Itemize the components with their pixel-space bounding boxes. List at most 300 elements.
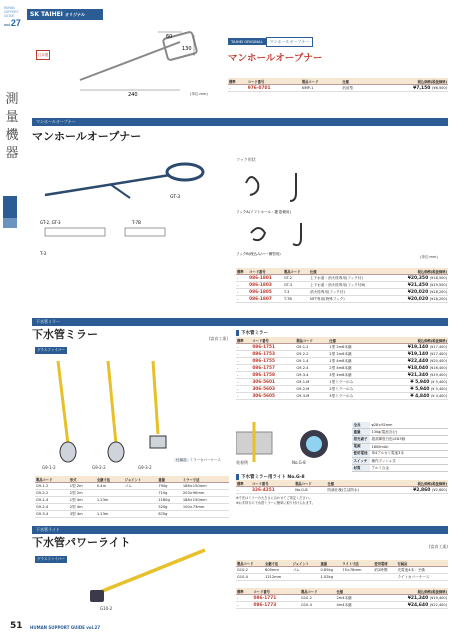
price: ¥20,020 (407, 296, 429, 302)
cell: 2型 4m (69, 504, 96, 511)
th: 全継寸法 (264, 560, 292, 567)
cell: 超高輝度白色LED3個 (370, 436, 448, 443)
section-title: マンホールオープナー (32, 130, 142, 143)
cell: 4m4本継 (335, 602, 368, 609)
cell: 203×90mm (182, 490, 229, 497)
table-row (236, 365, 448, 372)
cell: 870g (157, 511, 182, 518)
volume-number (4, 18, 21, 28)
brand-name: SK TAIHEI (30, 11, 63, 18)
cell: - (236, 602, 253, 609)
cell: 1型 2m6本継 (328, 344, 374, 351)
price: ¥18,040 (407, 365, 429, 371)
cell: 520g (157, 504, 182, 511)
cell: 790g (157, 483, 182, 490)
cell: アルミ合金 (370, 465, 448, 472)
cell: G9-1-2 (35, 483, 69, 490)
cell: 1型ミラーのみ (328, 379, 374, 386)
product-code[interactable]: 086-1753 (251, 351, 295, 358)
category-kanji: 機 (5, 128, 19, 143)
top-product-title: マンホールオープナー (228, 53, 323, 64)
price-ex-tax: (¥6,500) (432, 85, 447, 90)
product-code[interactable]: 086-1771 (253, 595, 300, 602)
mirror-price-table (236, 337, 448, 400)
cell: - (228, 85, 247, 92)
cell: 1.23m (96, 511, 124, 518)
table-row (236, 393, 448, 400)
cell: 2型 2m (69, 490, 96, 497)
mirror-product-image (38, 356, 208, 466)
power-light-spec-table (236, 560, 448, 581)
cell: G9-1-2 (295, 344, 328, 351)
cell: 発光素子 (352, 436, 370, 443)
price: ¥2,860 (413, 487, 431, 493)
category-kanji: 器 (5, 146, 19, 161)
cell: - (236, 296, 248, 303)
cell: NMP-1 (301, 85, 341, 92)
table-row (236, 296, 448, 303)
cell: - (236, 595, 253, 602)
price: ¥21,340 (407, 595, 429, 601)
cell: 使用電池 (352, 450, 370, 457)
cell (341, 574, 373, 581)
cell: 710g (157, 490, 182, 497)
table-row (236, 358, 448, 365)
table-row (236, 282, 448, 289)
price-cell (385, 487, 448, 494)
light-price-block (236, 474, 448, 505)
price-cell (369, 602, 448, 609)
light-title: 下水管ミラー用ライト No.G-8 (236, 474, 448, 480)
price: ¥21,450 (407, 282, 429, 288)
price-cell (390, 289, 448, 296)
table-row (236, 386, 448, 393)
mirror-price-block (236, 330, 448, 400)
cell: 1160g (157, 497, 182, 504)
page-number: 51 (10, 621, 23, 631)
price-cell (369, 85, 448, 92)
price-cell (374, 393, 448, 400)
cell: - (236, 282, 248, 289)
price-ex-tax: (¥16,400) (429, 365, 447, 370)
cell: G9-2-M (295, 386, 328, 393)
section-header: 下水管ミラー (32, 318, 448, 326)
price-ex-tax: (¥20,400) (429, 358, 447, 363)
cell: - (236, 358, 251, 365)
table-row (352, 436, 448, 443)
th: 製品コード (294, 480, 326, 487)
cell: 単4アルカリ電池3本 (370, 450, 448, 457)
t3-label: T-3 (40, 251, 47, 256)
price-cell (369, 595, 448, 602)
g91-label: G9-1-2 (42, 465, 56, 470)
table-row (352, 450, 448, 457)
cell: 上下水道・消火栓専用(フック付B) (309, 282, 390, 289)
cell: 1212mm (264, 574, 292, 581)
g92-label: G9-2-2 (92, 465, 106, 470)
th: コード番号 (248, 268, 283, 275)
price-ex-tax: (¥18,200) (429, 296, 447, 301)
footer-guide: HUMAN SUPPORT GUIDE vol.27 (30, 625, 101, 630)
guide-label (4, 6, 22, 18)
mirror-spec-table (35, 476, 229, 518)
price-cell (390, 275, 448, 282)
cell: G9-2-4 (35, 504, 69, 511)
th: ライト寸法 (341, 560, 373, 567)
price: ¥20,350 (407, 275, 429, 281)
table-row (236, 574, 448, 581)
product-code[interactable]: 086-1801 (248, 275, 283, 282)
cell: 1800mAh (370, 443, 448, 450)
cell (124, 497, 158, 504)
price-cell (374, 386, 448, 393)
th: 税込価格(税抜価格) (369, 78, 448, 85)
th: 仕様 (341, 78, 369, 85)
cell: 約2時間 (373, 567, 396, 574)
product-code[interactable]: 086-1755 (251, 358, 295, 365)
th: 製品コード (283, 268, 309, 275)
th: 製品コード (35, 476, 69, 483)
th: 標準 (236, 337, 251, 344)
price: ¥ 5,940 (410, 386, 430, 392)
cell: G9-1-4 (295, 358, 328, 365)
cell: ライトカバーケース (396, 574, 448, 581)
cell: NTT専用(特殊フック) (309, 296, 390, 303)
gt3-label: GT-3 (170, 195, 181, 200)
opener-price-table (236, 268, 448, 303)
cell: 3型ミラーのみ (328, 393, 374, 400)
brand-sub: オリジナル (65, 12, 85, 17)
table-row (228, 85, 448, 92)
cell: 188×150mm (182, 483, 229, 490)
cell: ゴム (124, 483, 158, 490)
product-code[interactable]: 306-5605 (251, 393, 295, 400)
cell: T-7B (283, 296, 309, 303)
cell: - (236, 393, 251, 400)
th: コード番号 (251, 480, 294, 487)
price-cell (374, 379, 448, 386)
th: 重量 (157, 476, 182, 483)
cell: G9-3-4 (295, 372, 328, 379)
price-cell (374, 372, 448, 379)
note: ※お手持ちの下水管ミラーに簡単に取り付けられます。 (236, 501, 315, 505)
th: 税込価格(税抜価格) (369, 588, 448, 595)
price-ex-tax: (¥18,200) (429, 289, 447, 294)
table-row (236, 595, 448, 602)
price: ¥24,640 (407, 602, 429, 608)
cell: 電源 (352, 443, 370, 450)
table-row (35, 490, 229, 497)
product-code[interactable]: 306-5601 (251, 379, 295, 386)
cell: - (236, 372, 251, 379)
acc-value: ミラーカバーケース (189, 458, 221, 462)
cell: GT-3 (283, 282, 309, 289)
top-price-table (228, 78, 448, 92)
price: ¥7,150 (413, 85, 431, 91)
g8-label: No.G-8 (292, 460, 306, 465)
price-cell (390, 296, 448, 303)
cell: G9-2-2 (295, 351, 328, 358)
power-light-image (90, 546, 220, 606)
th: ミラー寸法 (182, 476, 229, 483)
cell: 3型 4m8本継 (328, 372, 374, 379)
price-ex-tax: (¥18,500) (429, 275, 447, 280)
price-ex-tax: (¥ 4,400) (430, 393, 447, 398)
th: 製品コード (236, 560, 264, 567)
price-ex-tax: (¥17,400) (429, 344, 447, 349)
light-example-image (236, 422, 336, 472)
th: 付属品 (396, 560, 448, 567)
power-light-price-table (236, 588, 448, 609)
category-kanji: 測 (5, 92, 19, 107)
product-code[interactable]: 086-1805 (248, 289, 283, 296)
sub-title: 下水管ミラー (236, 330, 448, 336)
cell: G9-2-2 (35, 490, 69, 497)
top-product-panel (228, 37, 448, 105)
cell: 605mm (264, 567, 292, 574)
hook-title: フック形状 (236, 157, 256, 162)
cell: T-3 (283, 289, 309, 296)
original-tag: TAIHEI ORIGINAL (228, 38, 266, 45)
section-title: 下水管パワーライト (32, 536, 131, 549)
example-label: 装着例 (236, 460, 248, 465)
cell: G9-3-4 (35, 511, 69, 518)
vol-number: 27 (10, 18, 21, 28)
product-code[interactable]: 086-1773 (253, 602, 300, 609)
th: 使用電球 (373, 560, 396, 567)
cell: - (236, 275, 248, 282)
cell: - (236, 289, 248, 296)
cell: 2型 2m6本継 (328, 351, 374, 358)
th: コード番号 (251, 337, 295, 344)
table-row (236, 487, 448, 494)
price-ex-tax: (¥ 5,400) (430, 379, 447, 384)
hook2-label: フックB(埋込み/ハー横型用) (236, 252, 281, 256)
th: 標準 (228, 78, 247, 85)
table-row (35, 511, 229, 518)
th: 仕様 (328, 337, 374, 344)
cell: φ28×92mm (370, 422, 448, 429)
price-cell (374, 358, 448, 365)
cell: G9-3-M (295, 393, 328, 400)
maker-label: (富真工業) (428, 544, 448, 549)
th: 製品コード (300, 588, 336, 595)
cell: - (236, 365, 251, 372)
cell (96, 504, 124, 511)
cell: 消火栓専用(フック付) (309, 289, 390, 296)
th: 重量 (320, 560, 342, 567)
cell: - (236, 487, 251, 494)
price-cell (374, 351, 448, 358)
price: ¥19,140 (407, 351, 429, 357)
acc-label: 付属品 (176, 458, 187, 462)
cell: - (236, 386, 251, 393)
g93-label: G9-3-2 (138, 465, 152, 470)
section-title: 下水管ミラー (32, 328, 98, 341)
cell: - (236, 379, 251, 386)
section-tab-secondary[interactable] (3, 218, 17, 228)
section-manhole-opener (32, 118, 448, 144)
cell (124, 511, 158, 518)
dim-length: 240 (128, 92, 138, 98)
table-row (35, 483, 229, 490)
cell: G10-4 (300, 602, 336, 609)
price: ¥20,020 (407, 289, 429, 295)
cell: - (236, 351, 251, 358)
category-kanji: 量 (5, 110, 19, 125)
product-code[interactable]: 326-4251 (251, 487, 294, 494)
price-ex-tax: (¥19,400) (429, 595, 447, 600)
cell: 188×150mm (182, 497, 229, 504)
cell: 1型 4m (69, 497, 96, 504)
cell: 2型ミラーのみ (328, 386, 374, 393)
hook-diagram (236, 163, 346, 258)
th: 税込価格(税抜価格) (374, 337, 448, 344)
th: ジョイント (124, 476, 158, 483)
cell: 130g(電池含む) (370, 429, 448, 436)
table-row (236, 275, 448, 282)
product-code[interactable]: 976-0701 (247, 85, 301, 92)
table-row (35, 497, 229, 504)
brand-logo (27, 9, 103, 20)
cell: 材質 (352, 465, 370, 472)
price-ex-tax: (¥22,400) (429, 602, 447, 607)
guide-line1: HUMAN (4, 6, 15, 10)
cell: ゴム (292, 567, 320, 574)
unit-label: (単位:mm) (420, 255, 438, 259)
th: コード番号 (253, 588, 300, 595)
hook1-label: フックA(ソフトホール・鍵 掛兼用) (236, 210, 291, 214)
price-cell (374, 344, 448, 351)
section-header: マンホールオープナー (32, 118, 448, 126)
price: ¥21,340 (407, 372, 429, 378)
product-code[interactable]: 086-1803 (248, 282, 283, 289)
unit-label: (単位:mm) (190, 92, 208, 96)
cell: 2m4本継 (335, 595, 368, 602)
th: コード番号 (247, 78, 301, 85)
table-row (236, 289, 448, 296)
light-spec-table (352, 422, 448, 472)
cell: 1.02kg (320, 574, 342, 581)
th: ジョイント (292, 560, 320, 567)
cell: 1.23m (96, 497, 124, 504)
cell: 75×78mm (341, 567, 373, 574)
opener-diagram (70, 30, 200, 100)
table-row (352, 422, 448, 429)
material-badge: グラスファイバー (37, 348, 65, 352)
product-tag: マンホールオープナー (266, 37, 314, 47)
cell: G9-1-M (295, 379, 328, 386)
table-row (236, 372, 448, 379)
material-badge: グラスファイバー (37, 557, 65, 561)
price: ¥ 4,840 (410, 393, 430, 399)
section-tab[interactable] (3, 196, 17, 218)
th: 全継寸法 (96, 476, 124, 483)
cell: 重量 (352, 429, 370, 436)
price: ¥ 5,940 (410, 379, 430, 385)
cell: 操作プッシュ式 (370, 457, 448, 464)
opener-product-image (40, 150, 230, 260)
product-code[interactable]: 086-1758 (251, 372, 295, 379)
made-in-japan-badge: 日本製 (36, 50, 50, 60)
cell (182, 511, 229, 518)
cell: 2型 4m8本継 (328, 365, 374, 372)
th: 標準 (236, 480, 251, 487)
table-row (236, 344, 448, 351)
dim-width: 60 (166, 34, 173, 40)
cell: G9-2-4 (295, 365, 328, 372)
product-code[interactable]: 306-5603 (251, 386, 295, 393)
th: 製品コード (301, 78, 341, 85)
cell: G10-2 (236, 567, 264, 574)
cell: 1型 2m (69, 483, 96, 490)
th: 仕様 (309, 268, 390, 275)
cell: 3型 4m (69, 511, 96, 518)
left-sidebar (0, 0, 22, 644)
product-code[interactable]: 086-1807 (248, 296, 283, 303)
table-row (236, 351, 448, 358)
cell: G10-4 (236, 574, 264, 581)
cell: 0.85kg (320, 567, 342, 574)
th: 形式 (69, 476, 96, 483)
gt23-label: GT-2, GT-3 (40, 220, 61, 225)
th: 仕様 (327, 480, 386, 487)
g10-label: G10-2 (100, 606, 113, 611)
cell: G10-2 (300, 595, 336, 602)
cell (373, 574, 396, 581)
cell (292, 574, 320, 581)
table-row (352, 443, 448, 450)
cell: 1型 4m8本継 (328, 358, 374, 365)
cell: G9-1-4 (35, 497, 69, 504)
guide-line2: SUPPORT (4, 10, 19, 14)
th: 製品コード (295, 337, 328, 344)
cell: 0.4m (96, 483, 124, 490)
th: 税込価格(税抜価格) (390, 268, 448, 275)
price-ex-tax: (¥19,400) (429, 372, 447, 377)
dim-height: 130 (182, 46, 192, 52)
th: 標準 (236, 588, 253, 595)
table-row (352, 457, 448, 464)
price: ¥22,440 (407, 358, 429, 364)
cell: - (236, 344, 251, 351)
cell: 全長 (352, 422, 370, 429)
cell: 充電池4本・予備 (396, 567, 448, 574)
cell (124, 504, 158, 511)
cell: 防滴仕様(生活防水) (327, 487, 386, 494)
cell: 汎用型 (341, 85, 369, 92)
price: ¥19,140 (407, 344, 429, 350)
cell (96, 490, 124, 497)
price-ex-tax: (¥17,400) (429, 351, 447, 356)
product-code[interactable]: 086-1757 (251, 365, 295, 372)
price-cell (374, 365, 448, 372)
th: 仕様 (335, 588, 368, 595)
table-row (352, 429, 448, 436)
price-cell (390, 282, 448, 289)
table-row (236, 567, 448, 574)
price-ex-tax: (¥2,600) (432, 487, 447, 492)
table-row (352, 465, 448, 472)
t7b-label: T-7B (132, 220, 141, 225)
table-row (35, 504, 229, 511)
cell: No.G-8 (294, 487, 326, 494)
product-code[interactable]: 086-1751 (251, 344, 295, 351)
price-ex-tax: (¥ 5,400) (430, 386, 447, 391)
cell: スイッチ (352, 457, 370, 464)
cell: 100×73mm (182, 504, 229, 511)
cell: GT-2 (283, 275, 309, 282)
